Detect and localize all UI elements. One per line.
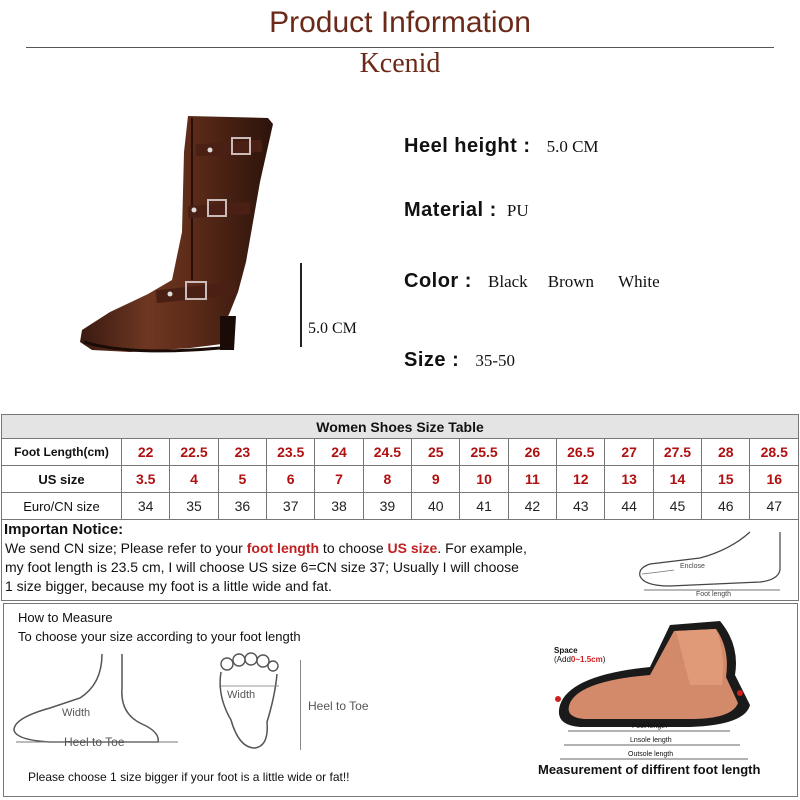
table-cell: 24.5 bbox=[363, 439, 411, 466]
table-cell: 10 bbox=[460, 466, 508, 493]
table-cell: 12 bbox=[557, 466, 605, 493]
table-cell: 34 bbox=[122, 493, 170, 520]
color-option-brown: Brown bbox=[547, 272, 595, 291]
table-cell: 44 bbox=[605, 493, 653, 520]
measure-subtitle: To choose your size according to your foot length bbox=[18, 629, 301, 644]
notice-text-part: . For example, bbox=[437, 540, 527, 556]
brand-name: Kcenid bbox=[359, 48, 441, 79]
table-cell: 25 bbox=[412, 439, 460, 466]
table-cell: 46 bbox=[702, 493, 750, 520]
diagram-label-enclose: Enclose bbox=[680, 563, 705, 570]
table-cell: 25.5 bbox=[460, 439, 508, 466]
table-cell: 7 bbox=[315, 466, 363, 493]
heel-to-toe-label: Heel to Toe bbox=[64, 735, 125, 749]
table-cell: 40 bbox=[412, 493, 460, 520]
table-cell: 23 bbox=[218, 439, 266, 466]
width-label: Width bbox=[62, 707, 91, 719]
table-cell: 6 bbox=[267, 466, 315, 493]
foot-length-label: Foot length bbox=[632, 723, 668, 730]
heel-height-note: 5.0 CM bbox=[308, 320, 357, 337]
table-cell: 45 bbox=[653, 493, 701, 520]
spec-separator: : bbox=[489, 199, 497, 221]
insole-length-label: Lnsole length bbox=[630, 737, 672, 744]
table-row bbox=[2, 439, 799, 466]
table-cell: 38 bbox=[315, 493, 363, 520]
table-cell: 35 bbox=[170, 493, 218, 520]
notice-line-3: 1 size bigger, because my foot is a little wide and fat. bbox=[5, 578, 332, 594]
spec-color bbox=[404, 270, 660, 293]
page-title: Product Information bbox=[269, 6, 531, 39]
spec-separator: : bbox=[464, 270, 472, 292]
foot-top-measure-diagram bbox=[205, 652, 295, 752]
spec-label: Heel height bbox=[404, 135, 518, 157]
spec-value: 35-50 bbox=[475, 351, 515, 370]
notice-highlight-us-size: US size bbox=[387, 540, 438, 556]
table-cell: 4 bbox=[170, 466, 218, 493]
boot-image bbox=[70, 112, 285, 362]
space-label: Space bbox=[554, 646, 578, 655]
spec-value: 5.0 CM bbox=[546, 137, 599, 156]
table-cell: 36 bbox=[218, 493, 266, 520]
spec-value: PU bbox=[506, 201, 529, 220]
notice-text-part: We send CN size; Please refer to your bbox=[5, 540, 247, 556]
spec-label: Material bbox=[404, 199, 484, 221]
table-cell: 43 bbox=[557, 493, 605, 520]
foot-side-diagram bbox=[630, 528, 798, 598]
spec-separator: : bbox=[523, 135, 531, 157]
table-cell: 26.5 bbox=[557, 439, 605, 466]
table-cell: 41 bbox=[460, 493, 508, 520]
table-cell: 11 bbox=[508, 466, 556, 493]
heel-height-marker bbox=[300, 263, 302, 347]
diagram-label-foot-length: Foot length bbox=[696, 591, 732, 598]
spec-label: Size bbox=[404, 349, 447, 371]
table-cell: 5 bbox=[218, 466, 266, 493]
table-cell: 8 bbox=[363, 466, 411, 493]
measurement-caption: Measurement of diffirent foot length bbox=[538, 762, 761, 777]
heel-to-toe-label: Heel to Toe bbox=[308, 699, 369, 713]
spec-size bbox=[404, 349, 515, 372]
notice-heading: Importan Notice: bbox=[4, 521, 124, 538]
table-cell: 39 bbox=[363, 493, 411, 520]
table-cell: 22.5 bbox=[170, 439, 218, 466]
measure-title: How to Measure bbox=[18, 610, 113, 625]
notice-line-1 bbox=[5, 539, 630, 558]
table-cell: 3.5 bbox=[122, 466, 170, 493]
table-row bbox=[2, 466, 799, 493]
table-cell: 14 bbox=[653, 466, 701, 493]
table-row bbox=[2, 493, 799, 520]
table-cell: 28.5 bbox=[750, 439, 799, 466]
notice-text-part: to choose bbox=[319, 540, 388, 556]
outsole-length-label: Outsole length bbox=[628, 751, 674, 758]
table-cell: 27.5 bbox=[653, 439, 701, 466]
notice-text bbox=[5, 539, 630, 596]
row-label: Foot Length(cm) bbox=[2, 439, 122, 466]
table-cell: 24 bbox=[315, 439, 363, 466]
table-cell: 22 bbox=[122, 439, 170, 466]
spec-label: Color bbox=[404, 270, 459, 292]
table-cell: 23.5 bbox=[267, 439, 315, 466]
measure-bottom-note: Please choose 1 size bigger if your foot is a little wide or fat!! bbox=[28, 770, 350, 784]
spec-material bbox=[404, 199, 529, 222]
shoe-cross-section-diagram bbox=[540, 615, 780, 765]
table-cell: 27 bbox=[605, 439, 653, 466]
space-add: (Add0~1.5cm) bbox=[554, 655, 606, 664]
table-cell: 28 bbox=[702, 439, 750, 466]
size-table bbox=[1, 414, 799, 520]
table-cell: 47 bbox=[750, 493, 799, 520]
table-cell: 15 bbox=[702, 466, 750, 493]
width-label: Width bbox=[227, 689, 256, 701]
color-option-black: Black bbox=[488, 272, 528, 291]
spec-heel-height bbox=[404, 135, 599, 158]
table-cell: 37 bbox=[267, 493, 315, 520]
table-cell: 26 bbox=[508, 439, 556, 466]
table-cell: 13 bbox=[605, 466, 653, 493]
row-label: Euro/CN size bbox=[2, 493, 122, 520]
notice-highlight-foot-length: foot length bbox=[246, 540, 320, 556]
table-cell: 9 bbox=[412, 466, 460, 493]
notice-line-2: my foot length is 23.5 cm, I will choose US size 6=CN size 37; Usually I will choose bbox=[5, 559, 519, 575]
row-label: US size bbox=[2, 466, 122, 493]
table-cell: 16 bbox=[750, 466, 799, 493]
table-cell: 42 bbox=[508, 493, 556, 520]
color-option-white: White bbox=[618, 272, 660, 291]
size-table-title: Women Shoes Size Table bbox=[2, 415, 799, 439]
spec-separator: : bbox=[452, 349, 460, 371]
length-marker bbox=[300, 660, 301, 750]
